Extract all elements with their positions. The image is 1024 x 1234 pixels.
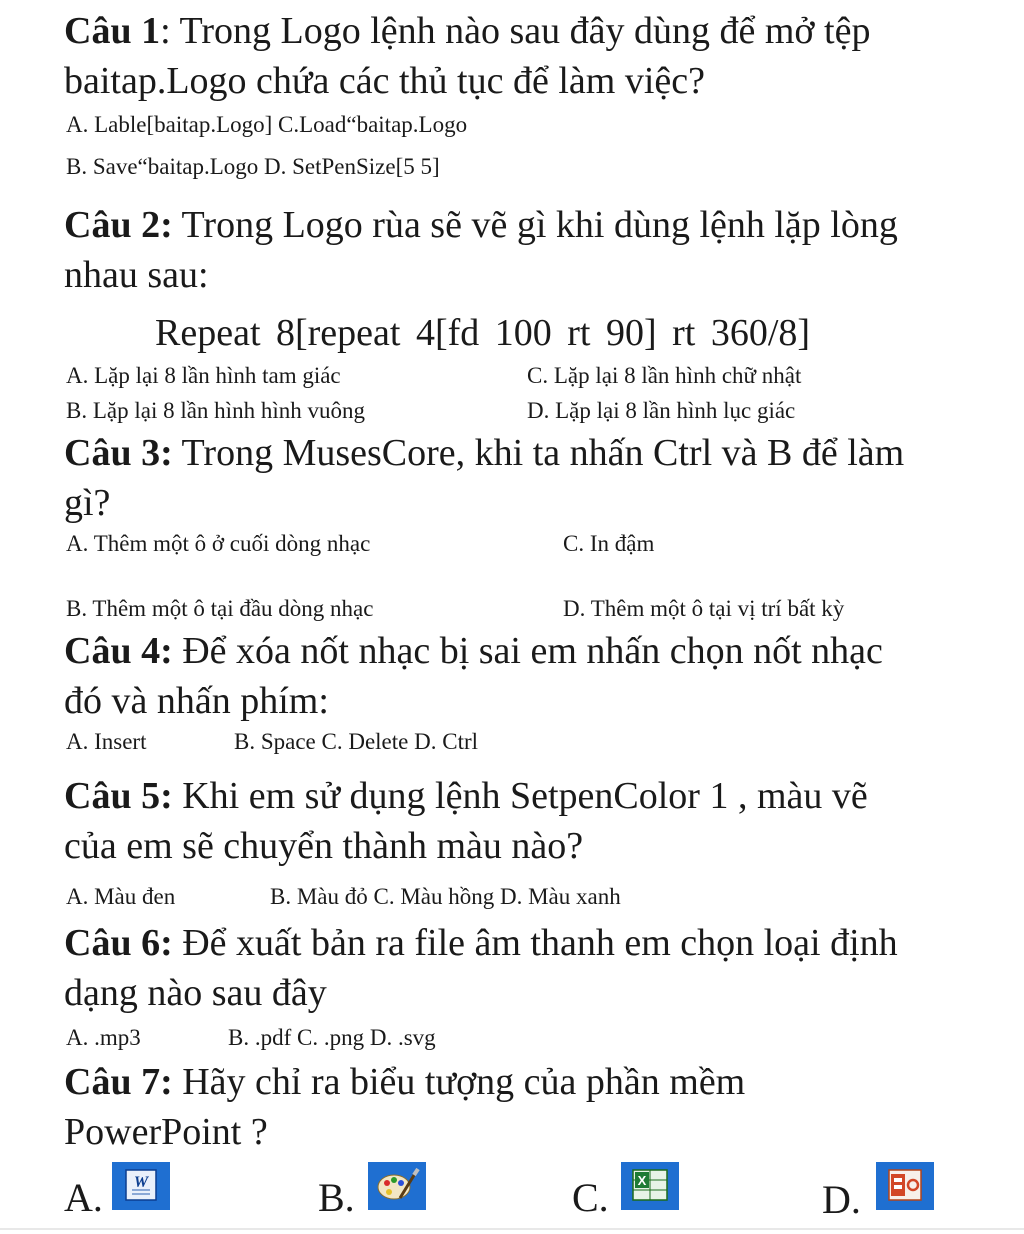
q2-option-a: A. Lặp lại 8 lần hình tam giác [66, 363, 341, 388]
q5-option-a: A. Màu đen [66, 884, 176, 909]
question-6 [64, 918, 994, 1018]
question-7-line-1: Câu 7: Hãy chỉ ra biểu tượng của phần mềm [64, 1061, 746, 1103]
q3-option-a: A. Thêm một ô ở cuối dòng nhạc [66, 531, 371, 556]
q6-option-a: A. .mp3 [66, 1025, 141, 1050]
question-5-line-1: Câu 5: Khi em sử dụng lệnh SetpenColor 1 , màu vẽ [64, 775, 868, 817]
question-3-line-2: gì? [64, 482, 111, 524]
q7-option-a-label: A. [64, 1175, 103, 1220]
q6-options-b-c-d: B. .pdf C. .png D. .svg [228, 1025, 436, 1050]
question-2-label: Câu 2: [64, 204, 173, 246]
question-2 [64, 200, 994, 300]
q2-option-d: D. Lặp lại 8 lần hình lục giác [527, 398, 796, 423]
question-4-label: Câu 4: [64, 630, 173, 672]
q4-option-a: A. Insert [66, 729, 147, 754]
word-icon-letter: W [133, 1174, 149, 1191]
q7-option-d-label: D. [822, 1177, 861, 1222]
q3-option-d: D. Thêm một ô tại vị trí bất kỳ [563, 596, 845, 621]
question-1-label: Câu 1 [64, 10, 161, 52]
question-5-line-2: của em sẽ chuyển thành màu nào? [64, 825, 584, 867]
question-4-line-1: Câu 4: Để xóa nốt nhạc bị sai em nhấn chọn nốt nhạc [64, 630, 883, 672]
q3-option-b: B. Thêm một ô tại đầu dòng nhạc [66, 596, 374, 621]
bottom-divider [0, 1228, 1024, 1230]
q7-option-b-label: B. [318, 1175, 355, 1220]
q5-options-b-c-d: B. Màu đỏ C. Màu hồng D. Màu xanh [270, 884, 621, 909]
question-1-line-1: Câu 1: Trong Logo lệnh nào sau đây dùng để mở tệp [64, 10, 871, 52]
q7-option-c-label: C. [572, 1175, 609, 1220]
question-2-line-2: nhau sau: [64, 254, 209, 296]
q1-options-b-d: B. Save“baitap.Logo D. SetPenSize[5 5] [66, 154, 440, 179]
question-5-label: Câu 5: [64, 775, 173, 817]
excel-icon-letter: X [637, 1173, 647, 1188]
q3-option-c: C. In đậm [563, 531, 655, 556]
question-2-line-1: Câu 2: Trong Logo rùa sẽ vẽ gì khi dùng lệnh lặp lòng [64, 204, 898, 246]
question-6-line-1: Câu 6: Để xuất bản ra file âm thanh em chọn loại định [64, 922, 898, 964]
question-3 [64, 428, 994, 528]
question-7 [64, 1057, 994, 1157]
question-3-label: Câu 3: [64, 432, 173, 474]
q2-option-c: C. Lặp lại 8 lần hình chữ nhật [527, 363, 802, 388]
question-6-line-2: dạng nào sau đây [64, 972, 327, 1014]
question-1-line-2: baitap.Logo chứa các thủ tục để làm việc? [64, 60, 705, 102]
question-1 [64, 6, 994, 106]
question-4 [64, 626, 994, 726]
question-3-line-1: Câu 3: Trong MusesCore, khi ta nhấn Ctrl và B để làm [64, 432, 905, 474]
excel-icon[interactable] [621, 1162, 679, 1210]
q2-option-b: B. Lặp lại 8 lần hình hình vuông [66, 398, 365, 423]
q2-code-line: Repeat 8[repeat 4[fd 100 rt 90] rt 360/8] [155, 312, 811, 354]
word-icon[interactable] [112, 1162, 170, 1210]
q4-options-b-c-d: B. Space C. Delete D. Ctrl [234, 729, 479, 754]
q1-options-a-c: A. Lable[baitap.Logo] C.Load“baitap.Logo [66, 112, 468, 137]
question-4-line-2: đó và nhấn phím: [64, 680, 329, 722]
paint-icon[interactable] [368, 1162, 426, 1210]
question-5 [64, 771, 994, 871]
question-7-line-2: PowerPoint ? [64, 1111, 268, 1153]
question-6-label: Câu 6: [64, 922, 173, 964]
question-7-label: Câu 7: [64, 1061, 173, 1103]
powerpoint-icon[interactable] [876, 1162, 934, 1210]
